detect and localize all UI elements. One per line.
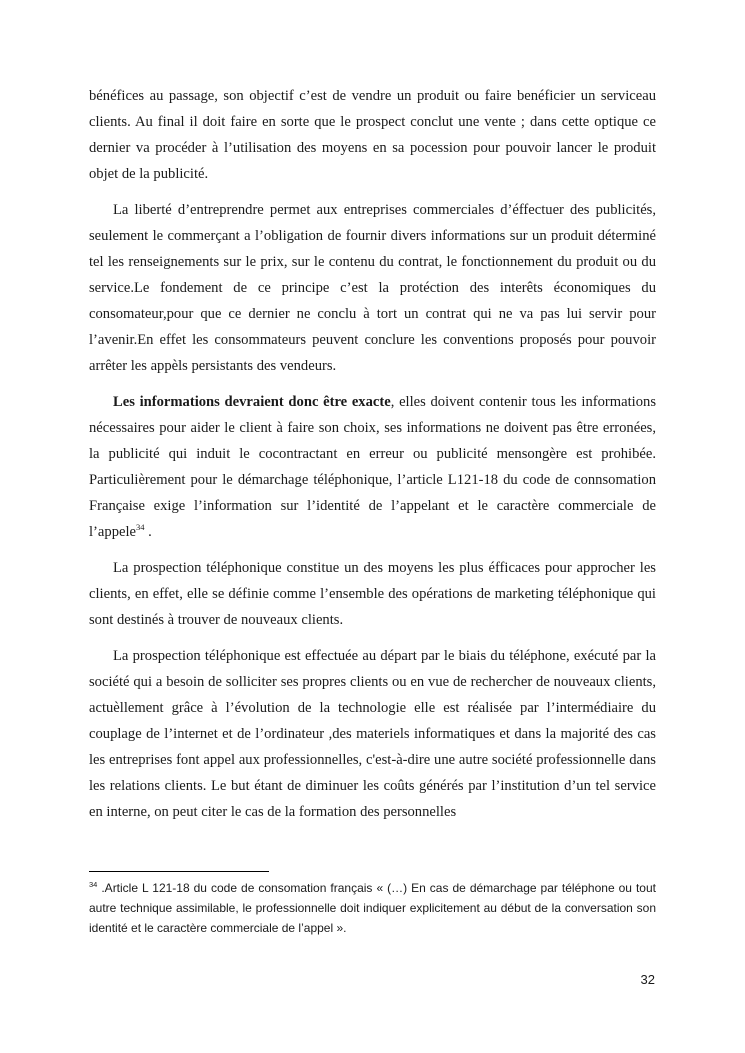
footnote-separator [89, 871, 269, 872]
paragraph-3-text: , elles doivent contenir tous les informations nécessaires pour aider le client à faire son choix, ses informations ne doivent pas être erronées, la publicité qui induit le cocontractant en erreur ou publicité mensongère est prohibée. Particulièrement pour le démarchage téléphonique, l’article L121-18 du code de connsomation Française exige l’information sur l’identité de l’appelant et le caractère commerciale de l’appele [89, 393, 656, 540]
paragraph-4: La prospection téléphonique constitue un des moyens les plus éfficaces pour approcher les clients, en effet, elle se définie comme l’ensemble des opérations de marketing téléphonique qui sont destinés à trouver de nouveaux clients. [89, 559, 656, 628]
footnote-reference[interactable]: 34 [136, 521, 145, 532]
body-text [89, 84, 656, 825]
footnote-text: .Article L 121-18 du code de consomation français « (…) En cas de démarchage par téléphone ou tout autre technique assimilable, le professionnelle doit indiquer explicitement au début de la conversation son identité et le caractère commerciale de l’appel ». [89, 881, 656, 935]
paragraph-3-end: . [144, 523, 152, 540]
bold-statement: Les informations devraient donc être exacte [113, 393, 391, 410]
page-number: 32 [640, 972, 655, 987]
paragraph-5: La prospection téléphonique est effectuée au départ par le biais du téléphone, exécuté par la société qui a besoin de solliciter ses propres clients ou en vue de rechercher de nouveaux clients, actuèllement grâce à l’évolution de la technologie elle est réalisée par l’intermédiaire du couplage de l’internet et de l’ordinateur ,des materiels informatiques et dans la majorité des cas les entreprises font appel aux professionnelles, c'est-à-dire une autre société professionnelle dans les relations clients. Le but étant de diminuer les coûts générés par l’institution d’un tel service en interne, on peut citer le cas de la formation des personnelles [89, 648, 656, 820]
paragraph-2: La liberté d’entreprendre permet aux entreprises commerciales d’éffectuer des publicités, seulement le commerçant a l’obligation de fournir divers informations sur un produit déterminé tel les renseignements sur le prix, sur le contenu du contrat, le fonctionnement du produit ou du service.Le fondement de ce principe c’est la protéction des interêts économiques du consomateur,pour que ce dernier ne conclu à tort un contrat qui ne va pas lui servir pour l’avenir.En effet les consommateurs peuvent conclure les conventions proposés pour pouvoir arrêter les appèls persistants des vendeurs. [89, 202, 656, 374]
footnote-number: 34 [89, 880, 98, 889]
footnote [89, 878, 656, 938]
paragraph-1: bénéfices au passage, son objectif c’est de vendre un produit ou faire benéficier un serviceau clients. Au final il doit faire en sorte que le prospect conclut une vente ; dans cette optique ce dernier va procéder à l’utilisation des moyens en sa pocession pour pouvoir lancer le produit objet de la publicité. [89, 88, 656, 182]
paragraph-3 [89, 390, 656, 545]
